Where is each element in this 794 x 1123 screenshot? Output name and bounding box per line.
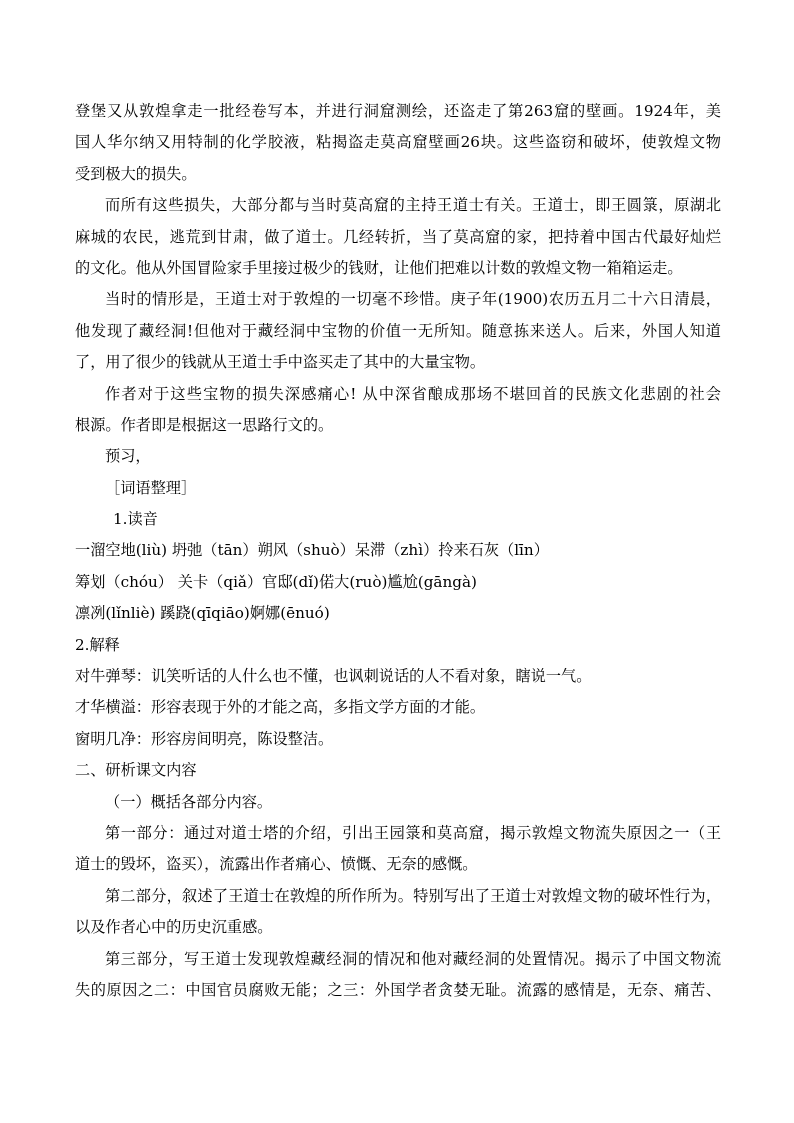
text-line: 预习，: [105, 447, 151, 466]
text-line: 窗明几净：形容房间明亮，陈设整洁。: [75, 729, 334, 748]
text-line: 登堡又从敦煌拿走一批经卷写本，并进行洞窟测绘，还盗走了第263窟的壁画。1924年，美: [75, 102, 721, 120]
text-line: 第二部分，叙述了王道士在敦煌的所作所为。特别写出了王道士对敦煌文物的破坏性行为，: [105, 886, 721, 905]
body-text: [75, 96, 721, 1006]
text-line: 凛冽(lǐnliè) 蹊跷(qīqiāo)婀娜(ēnuó): [75, 604, 330, 623]
text-line: 失的原因之二：中国官员腐败无能；之三：外国学者贪婪无耻。流露的感情是，无奈、痛苦、: [75, 980, 721, 999]
text-line: ［词语整理］: [105, 478, 197, 497]
text-line: 作者对于这些宝物的损失深感痛心! 从中深省酿成那场不堪回首的民族文化悲剧的社会: [105, 384, 721, 403]
text-line: 国人华尔纳又用特制的化学胶液，粘揭盗走莫高窟壁画26块。这些盗窃和破坏，使敦煌文物: [75, 133, 721, 152]
text-line: 道士的毁坏，盗买），流露出作者痛心、愤慨、无奈的感慨。: [75, 855, 478, 874]
text-line: 麻城的农民，逃荒到甘肃，做了道士。几经转折，当了莫高窟的家，把持着中国古代最好灿烂: [75, 227, 721, 246]
text-line: 根源。作者即是根据这一思路行文的。: [75, 415, 334, 434]
text-line: 筹划（chóu） 关卡（qiǎ）官邸(dǐ)偌大(ruò)尴尬(gāngà): [75, 572, 477, 591]
text-line: 1.读音: [113, 510, 158, 529]
text-line: 对牛弹琴：讥笑听话的人什么也不懂，也讽刺说话的人不看对象，瞎说一气。: [75, 667, 592, 686]
text-line: （一）概括各部分内容。: [105, 792, 273, 811]
text-line: 当时的情形是，王道士对于敦煌的一切毫不珍惜。庚子年(1900)农历五月二十六日清晨，: [105, 290, 721, 309]
text-line: 受到极大的损失。: [75, 164, 197, 183]
text-line: 而所有这些损失，大部分都与当时莫高窟的主持王道士有关。王道士，即王圆箓，原湖北: [105, 196, 721, 215]
text-line: 了，用了很少的钱就从王道士手中盗买走了其中的大量宝物。: [75, 353, 486, 372]
text-line: 的文化。他从外国冒险家手里接过极少的钱财，让他们把难以计数的敦煌文物一箱箱运走。: [75, 258, 683, 277]
text-line: 2.解释: [75, 635, 120, 654]
text-line: 二、研析课文内容: [75, 761, 197, 780]
text-line: 才华横溢：形容表现于外的才能之高，多指文学方面的才能。: [75, 698, 486, 717]
text-line: 他发现了藏经洞!但他对于藏经洞中宝物的价值一无所知。随意拣来送人。后来，外国人知道: [75, 321, 721, 340]
text-line: 以及作者心中的历史沉重感。: [75, 918, 273, 937]
text-line: 第三部分，写王道士发现敦煌藏经洞的情况和他对藏经洞的处置情况。揭示了中国文物流: [105, 949, 721, 968]
text-line: 一溜空地(liù) 坍弛（tān）朔风（shuò）呆滞（zhì）拎来石灰（līn）: [75, 541, 549, 560]
text-line: 第一部分：通过对道士塔的介绍，引出王园箓和莫高窟，揭示敦煌文物流失原因之一（王: [105, 823, 721, 842]
